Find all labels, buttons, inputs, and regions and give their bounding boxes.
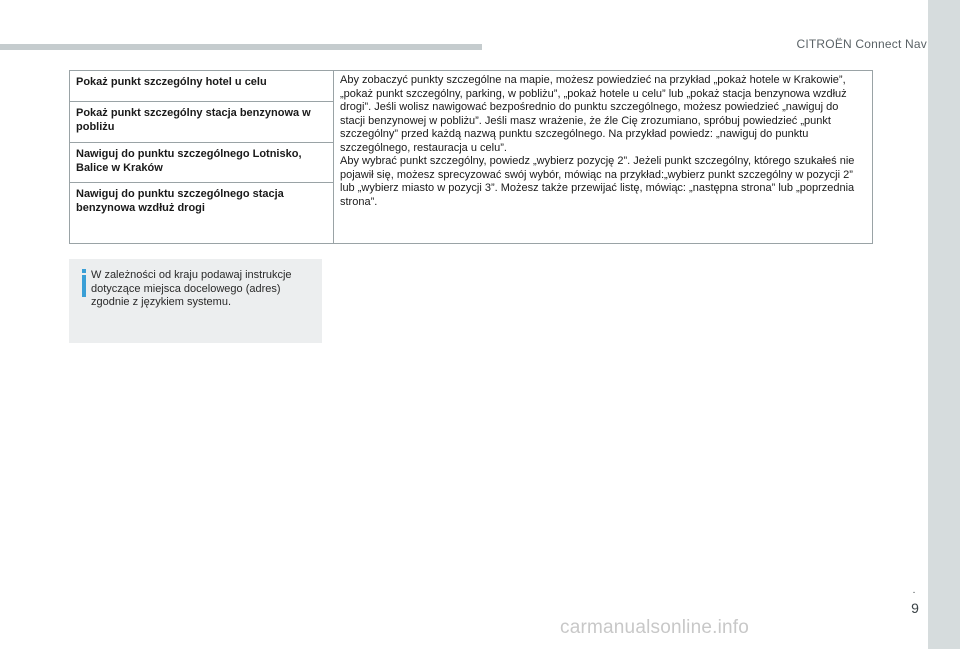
- page-edge-strip: [928, 0, 960, 649]
- command-cell: Pokaż punkt szczególny hotel u celu: [70, 71, 334, 102]
- info-note: [69, 259, 322, 343]
- watermark: carmanualsonline.info: [560, 617, 750, 638]
- table-row: [70, 71, 873, 102]
- voice-commands-table: [69, 70, 873, 244]
- description-paragraph: Aby zobaczyć punkty szczególne na mapie, możesz powiedzieć na przykład „pokaż hotele w Krakowie”, „pokaż punkt szczególny, parking, w pobliżu”, „pokaż hotele u celu” lub „pokaż stacja benzynowa wzdłuż drogi”. Jeśli wolisz nawigować bezpośrednio do punktu szczególnego, możesz powiedzieć „nawiguj do stacji benzynowej w pobliżu”. Jeśli masz wrażenie, że źle Cię zrozumiano, spróbuj powiedzieć „punkt szczególny” przed każdą nazwą punktu szczególnego. Na przykład powiedz: „nawiguj do punktu szczególnego, restauracja u celu”.: [340, 74, 847, 154]
- page-number: 9: [911, 600, 919, 616]
- header-rule: [0, 44, 482, 50]
- command-cell: Nawiguj do punktu szczególnego stacja benzynowa wzdłuż drogi: [70, 183, 334, 244]
- page-header-title: CITROËN Connect Nav: [796, 37, 927, 51]
- description-cell: [334, 71, 873, 244]
- page-marker: .: [912, 585, 916, 596]
- command-cell: Pokaż punkt szczególny stacja benzynowa w pobliżu: [70, 101, 334, 142]
- info-note-text: W zależności od kraju podawaj instrukcje dotyczące miejsca docelowego (adres) zgodnie z językiem systemu.: [91, 269, 292, 308]
- info-icon: [80, 269, 88, 299]
- command-cell: Nawiguj do punktu szczególnego Lotnisko, Balice w Kraków: [70, 142, 334, 183]
- description-paragraph: Aby wybrać punkt szczególny, powiedz „wybierz pozycję 2”. Jeżeli punkt szczególny, którego szukałeś nie pojawił się, możesz sprecyzować swój wybór, mówiąc na przykład:„wybierz punkt szczególny w pozycji 2” lub „wybierz miasto w pozycji 3”. Możesz także przewijać listę, mówiąc: „następna strona” lub „poprzednia strona”.: [340, 155, 855, 208]
